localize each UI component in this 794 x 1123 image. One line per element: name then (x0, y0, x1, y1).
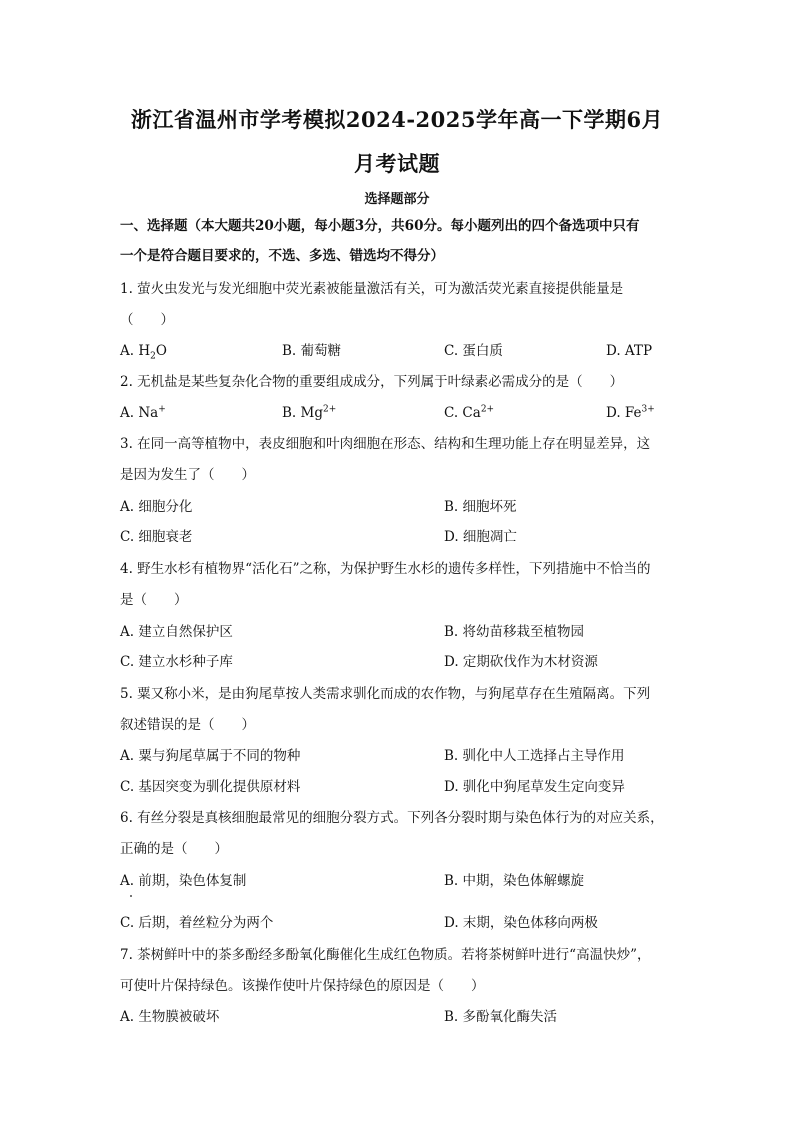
question-5-option-b: B. 驯化中人工选择占主导作用 (444, 748, 625, 764)
instructions-line1: 一、选择题（本大题共20小题，每小题3分，共60分。每小题列出的四个备选项中只有 (120, 218, 640, 234)
question-3-option-c: C. 细胞衰老 (120, 529, 193, 545)
question-7-option-a: A. 生物膜被破坏 (120, 1009, 220, 1025)
question-4-option-a: A. 建立自然保护区 (120, 624, 233, 640)
question-5-stem-cont: 叙述错误的是（ ） (120, 717, 255, 733)
question-5-option-a: A. 粟与狗尾草属于不同的物种 (120, 748, 301, 764)
question-2-option-d: D. $Fe^{3+}$ (606, 404, 655, 421)
question-3-stem-cont: 是因为发生了（ ） (120, 467, 255, 483)
question-5-option-c: C. 基因突变为驯化提供原材料 (120, 779, 301, 795)
question-1-stem: 1. 萤火虫发光与发光细胞中荧光素被能量激活有关，可为激活荧光素直接提供能量是 (120, 281, 624, 297)
instructions-line2: 一个是符合题目要求的，不选、多选、错选均不得分） (120, 248, 444, 264)
exam-title-line2: 月考试题 (354, 151, 440, 176)
stray-mark (130, 895, 132, 897)
question-1-option-c: C. 蛋白质 (444, 343, 503, 359)
question-3-option-a: A. 细胞分化 (120, 499, 193, 515)
section-heading: 选择题部分 (364, 192, 430, 207)
question-1-option-d: D. ATP (606, 343, 653, 359)
question-6-option-a: A. 前期，染色体复制 (120, 873, 247, 889)
question-3-option-b: B. 细胞坏死 (444, 499, 517, 515)
question-5-stem: 5. 粟又称小米，是由狗尾草按人类需求驯化而成的农作物，与狗尾草存在生殖隔离。下列 (120, 686, 651, 702)
question-6-stem: 6. 有丝分裂是真核细胞最常见的细胞分裂方式。下列各分裂时期与染色体行为的对应关系， (120, 810, 664, 826)
question-7-stem: 7. 茶树鲜叶中的茶多酚经多酚氧化酶催化生成红色物质。若将茶树鲜叶进行“高温快炒”， (120, 947, 651, 963)
question-2-option-c: C. $Ca^{2+}$ (444, 404, 495, 421)
question-6-option-c: C. 后期，着丝粒分为两个 (120, 915, 274, 931)
question-6-option-d: D. 末期，染色体移向两极 (444, 915, 598, 931)
question-6-stem-cont: 正确的是（ ） (120, 841, 228, 857)
question-4-stem-cont: 是（ ） (120, 592, 188, 608)
question-4-stem: 4. 野生水杉有植物界“活化石”之称，为保护野生水杉的遗传多样性，下列措施中不恰当的 (120, 561, 651, 577)
question-4-option-d: D. 定期砍伐作为木材资源 (444, 654, 598, 670)
question-2-stem: 2. 无机盐是某些复杂化合物的重要组成成分，下列属于叶绿素必需成分的是（ ） (120, 374, 624, 390)
question-3-stem: 3. 在同一高等植物中，表皮细胞和叶肉细胞在形态、结构和生理功能上存在明显差异，这 (120, 436, 651, 452)
exam-title-line1: 浙江省温州市学考模拟2024-2025学年高一下学期6月 (130, 107, 664, 132)
question-1-option-a: A. $H_2O$ (120, 343, 167, 362)
question-2-option-b: B. $Mg^{2+}$ (282, 404, 337, 421)
question-7-stem-cont: 可使叶片保持绿色。该操作使叶片保持绿色的原因是（ ） (120, 978, 485, 994)
question-4-option-c: C. 建立水杉种子库 (120, 654, 233, 670)
question-3-option-d: D. 细胞凋亡 (444, 529, 517, 545)
question-1-option-b: B. 葡萄糖 (282, 343, 342, 359)
question-7-option-b: B. 多酚氧化酶失活 (444, 1009, 558, 1025)
question-1-stem-cont: （ ） (120, 312, 174, 328)
question-5-option-d: D. 驯化中狗尾草发生定向变异 (444, 779, 625, 795)
question-4-option-b: B. 将幼苗移栽至植物园 (444, 624, 585, 640)
question-6-option-b: B. 中期，染色体解螺旋 (444, 873, 585, 889)
question-2-option-a: A. Na+ (120, 404, 166, 421)
